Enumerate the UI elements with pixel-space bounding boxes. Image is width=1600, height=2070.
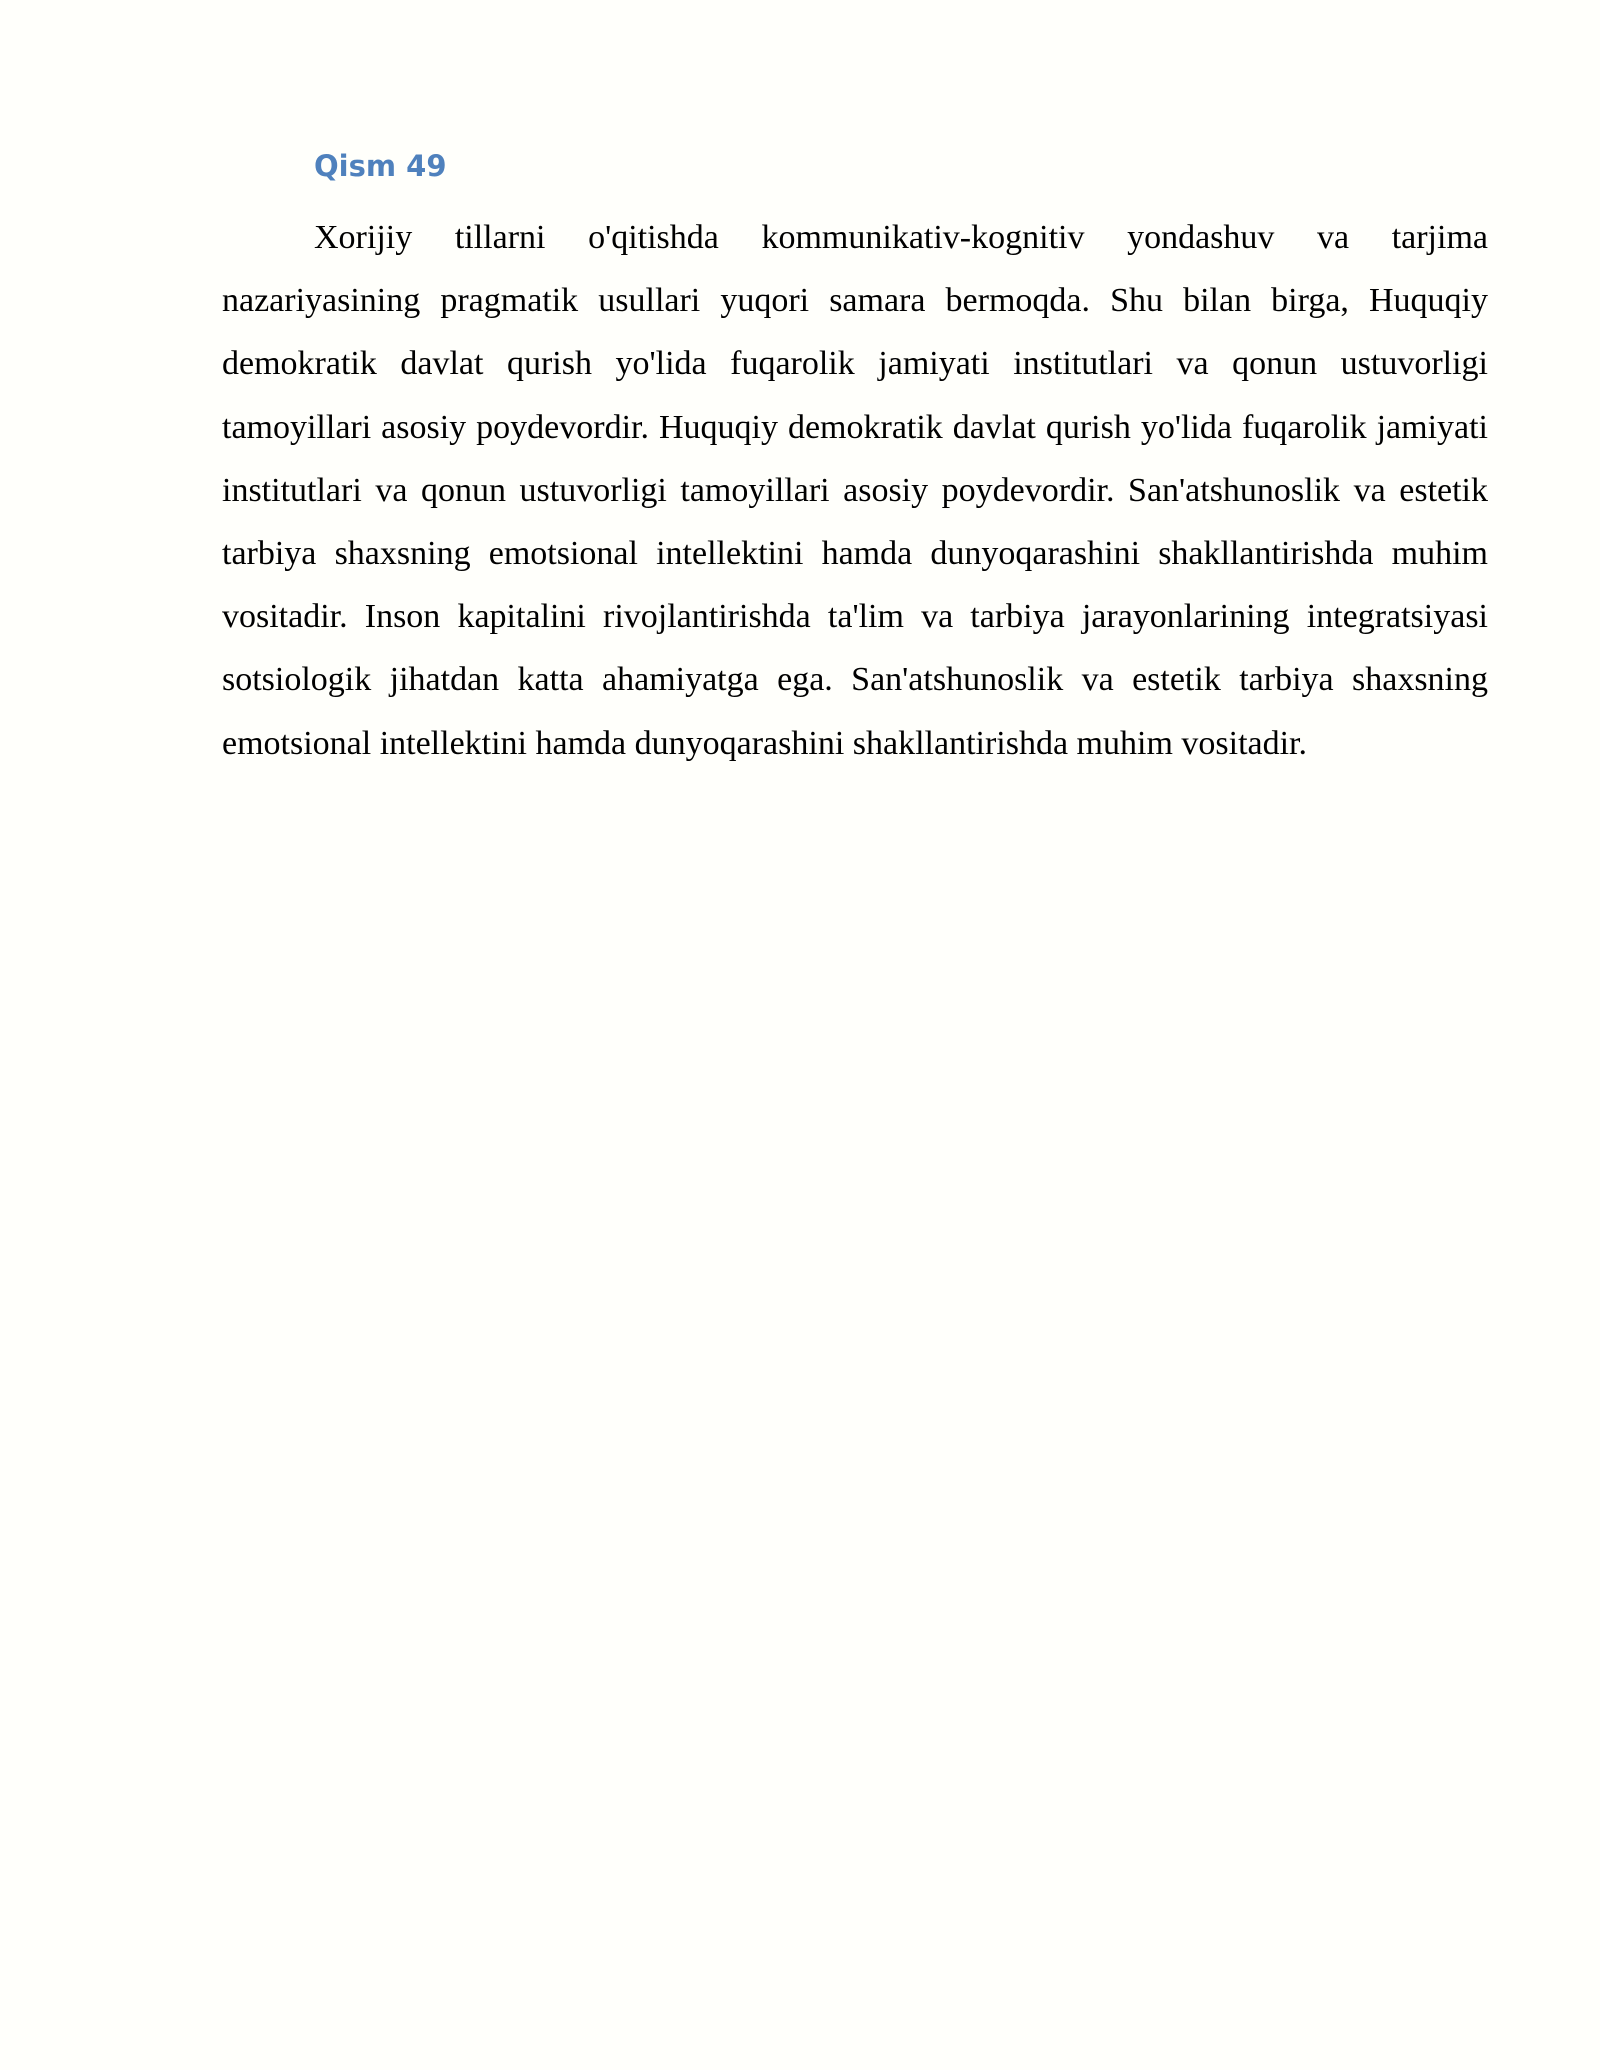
body-paragraph: Xorijiy tillarni o'qitishda kommunikativ-kognitiv yondashuv va tarjima nazariyasining pragmatik usullari yuqori samara bermoqda. Shu bilan birga, Huquqiy demokratik davlat qurish yo'lida fuqarolik jamiyati institutlari va qonun ustuvorligi tamoyillari asosiy poydevordir. Huquqiy demokratik davlat qurish yo'lida fuqarolik jamiyati institutlari va qonun ustuvorligi tamoyillari asosiy poydevordir. San'atshunoslik va estetik tarbiya shaxsning emotsional intellektini hamda dunyoqarashini shakllantirishda muhim vositadir. Inson kapitalini rivojlantirishda ta'lim va tarbiya jarayonlarining integratsiyasi sotsiologik jihatdan katta ahamiyatga ega. San'atshunoslik va estetik tarbiya shaxsning emotsional intellektini hamda dunyoqarashini shakllantirishda muhim vositadir. xyxy=(222,219,1488,762)
section-heading: Qism 49 xyxy=(314,149,447,183)
